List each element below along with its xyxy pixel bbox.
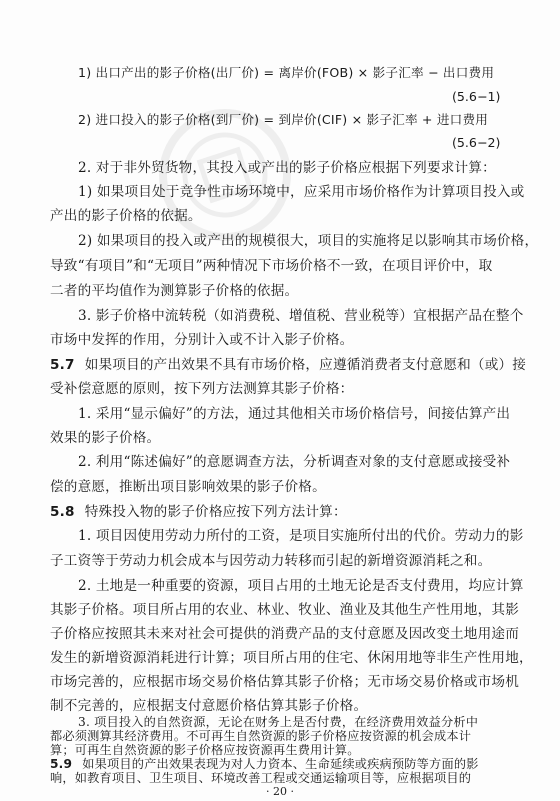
section-number: 5.8 bbox=[50, 504, 75, 520]
paragraph-line: 3. 影子价格中流转税（如消费税、增值税、营业税等）宜根据产品在整个 bbox=[78, 308, 524, 324]
equation-number-5-6-1: (5.6−1) bbox=[452, 89, 501, 104]
paragraph-line: 算；可再生自然资源的影子价格应按资源再生费用计算。 bbox=[50, 743, 360, 757]
paragraph-line: 效果的影子价格。 bbox=[50, 430, 161, 446]
paragraph-line: 2. 土地是一种重要的资源，项目占用的土地无论是否支付费用，均应计算 bbox=[78, 578, 524, 594]
section-5-9-heading bbox=[50, 757, 479, 771]
paragraph-line: 子价格应按照其未来对社会可提供的消费产品的支付意愿及因改变土地用途而 bbox=[50, 626, 519, 642]
section-text: 如果项目的产出效果表现为对人力资本、生命延续或疾病预防等方面的影 bbox=[82, 757, 479, 771]
paragraph-line: 产出的影子价格的依据。 bbox=[50, 208, 202, 224]
paragraph-line: 1. 项目因使用劳动力所付的工资，是项目实施所付出的代价。劳动力的影 bbox=[78, 528, 524, 544]
section-5-7-heading bbox=[50, 356, 526, 374]
paragraph-line: 偿的意愿，推断出项目影响效果的影子价格。 bbox=[50, 479, 326, 495]
section-text: 特殊投入物的影子价格应按下列方法计算： bbox=[84, 504, 347, 520]
formula-export-shadow-price: 1) 出口产出的影子价格(出厂价) = 离岸价(FOB) × 影子汇率 − 出口费用 bbox=[78, 65, 495, 80]
paragraph-line: 制不完善的，应根据支付意愿价格估算其影子价格。 bbox=[50, 698, 368, 714]
section-number: 5.9 bbox=[50, 757, 73, 771]
paragraph-line: 受补偿意愿的原则，按下列方法测算其影子价格： bbox=[50, 381, 354, 397]
page-number: · 20 · bbox=[266, 785, 294, 798]
paragraph-line: 导致“有项目”和“无项目”两种情况下市场价格不一致，在项目评价中，取 bbox=[50, 258, 493, 274]
paragraph-line: 2) 如果项目的投入或产出的规模很大，项目的实施将足以影响其市场价格， bbox=[78, 233, 539, 249]
paragraph-line: 二者的平均值作为测算影子价格的依据。 bbox=[50, 283, 299, 299]
formula-import-shadow-price: 2) 进口投入的影子价格(到厂价) = 到岸价(CIF) × 影子汇率 + 进口费用 bbox=[78, 112, 489, 127]
section-number: 5.7 bbox=[50, 357, 75, 373]
paragraph-line: 都必须测算其经济费用。不可再生自然资源的影子价格应按资源的机会成本计 bbox=[50, 729, 472, 743]
paragraph-line: 3. 项目投入的自然资源，无论在财务上是否付费，在经济费用效益分析中 bbox=[78, 715, 479, 729]
paragraph-line: 市场完善的，应根据市场交易价格估算其影子价格；无市场交易价格或市场机 bbox=[50, 674, 519, 690]
paragraph-line: 市场中发挥的作用，分别计入或不计入影子价格。 bbox=[50, 332, 354, 348]
equation-number-5-6-2: (5.6−2) bbox=[452, 135, 501, 150]
paragraph-line: 1) 如果项目处于竞争性市场环境中，应采用市场价格作为计算项目投入或 bbox=[78, 184, 525, 200]
paragraph-line: 子工资等于劳动力机会成本与因劳动力转移而引起的新增资源消耗之和。 bbox=[50, 553, 492, 569]
paragraph-line: 1. 采用“显示偏好”的方法，通过其他相关市场价格信号，间接估算产出 bbox=[78, 406, 511, 422]
section-5-8-heading bbox=[50, 503, 347, 521]
paragraph-line: 其影子价格。项目所占用的农业、林业、牧业、渔业及其他生产性用地，其影 bbox=[50, 602, 519, 618]
paragraph-line: 发生的新增资源消耗进行计算；项目所占用的住宅、休闲用地等非生产性用地， bbox=[50, 650, 533, 666]
paragraph-line: 2. 利用“陈述偏好”的意愿调查方法，分析调查对象的支付意愿或接受补 bbox=[78, 454, 511, 470]
paragraph-line: 2. 对于非外贸货物，其投入或产出的影子价格应根据下列要求计算： bbox=[78, 160, 496, 176]
paragraph-line: 响，如教育项目、卫生项目、环境改善工程或交通运输项目等，应根据项目的 bbox=[50, 771, 472, 785]
section-text: 如果项目的产出效果不具有市场价格，应遵循消费者支付意愿和（或）接 bbox=[84, 357, 527, 373]
